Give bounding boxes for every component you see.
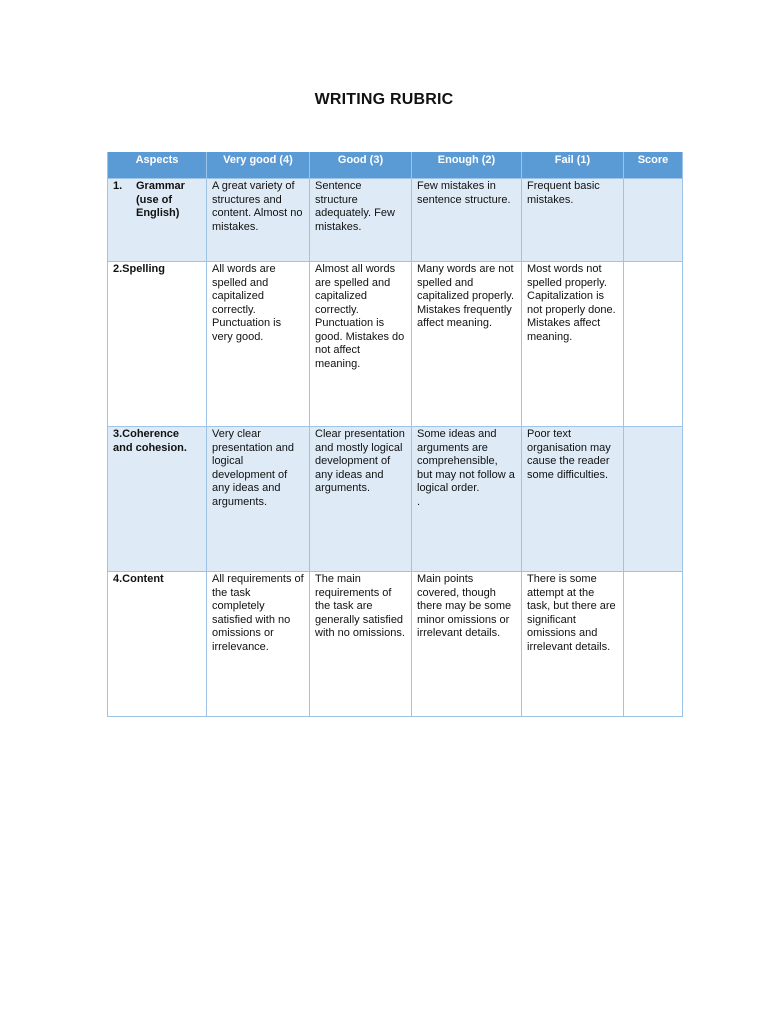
table-row-coherence (108, 427, 683, 572)
good-cell: The main requirements of the task are generally satisfied with no omissions. (310, 572, 412, 717)
table-header-row (108, 152, 683, 179)
header-score: Score (624, 152, 683, 179)
page-title: WRITING RUBRIC (314, 91, 454, 108)
score-cell (624, 572, 683, 717)
fail-cell: Frequent basic mistakes. (522, 179, 624, 262)
score-cell (624, 427, 683, 572)
enough-extra: . (417, 495, 421, 508)
aspect-label: 2.Spelling (108, 262, 207, 427)
enough-cell: Many words are not spelled and capitalized properly. Mistakes frequently affect meaning. (412, 262, 522, 427)
fail-cell: Most words not spelled properly. Capitalization is not properly done. Mistakes affect meaning. (522, 262, 624, 427)
good-cell: Almost all words are spelled and capitalized correctly. Punctuation is good. Mistakes do not affect meaning. (310, 262, 412, 427)
very-good-cell: Very clear presentation and logical development of any ideas and arguments. (207, 427, 310, 572)
fail-cell: Poor text organisation may cause the reader some difficulties. (522, 427, 624, 572)
enough-text: Some ideas and arguments are comprehensible, but may not follow a logical order. (417, 428, 515, 494)
aspect-label: Grammar (use of English) (136, 180, 185, 219)
very-good-cell: All requirements of the task completely satisfied with no omissions or irrelevance. (207, 572, 310, 717)
header-good: Good (3) (310, 152, 412, 179)
aspect-label: 3.Coherence and cohesion. (108, 427, 207, 572)
score-cell (624, 179, 683, 262)
table-row-spelling (108, 262, 683, 427)
table-row-content (108, 572, 683, 717)
header-very-good: Very good (4) (207, 152, 310, 179)
good-cell: Clear presentation and mostly logical development of any ideas and arguments. (310, 427, 412, 572)
very-good-cell: All words are spelled and capitalized correctly. Punctuation is very good. (207, 262, 310, 427)
score-cell (624, 262, 683, 427)
fail-cell: There is some attempt at the task, but there are significant omissions and irrelevant details. (522, 572, 624, 717)
enough-cell (412, 427, 522, 572)
very-good-cell: A great variety of structures and content. Almost no mistakes. (207, 179, 310, 262)
header-fail: Fail (1) (522, 152, 624, 179)
good-cell: Sentence structure adequately. Few mistakes. (310, 179, 412, 262)
aspect-cell (108, 179, 207, 262)
enough-cell: Few mistakes in sentence structure. (412, 179, 522, 262)
aspect-number: 1. (113, 180, 123, 192)
aspect-label: 4.Content (108, 572, 207, 717)
enough-cell: Main points covered, though there may be some minor omissions or irrelevant details. (412, 572, 522, 717)
rubric-table (107, 152, 683, 717)
header-aspects: Aspects (108, 152, 207, 179)
table-row-grammar (108, 179, 683, 262)
header-enough: Enough (2) (412, 152, 522, 179)
